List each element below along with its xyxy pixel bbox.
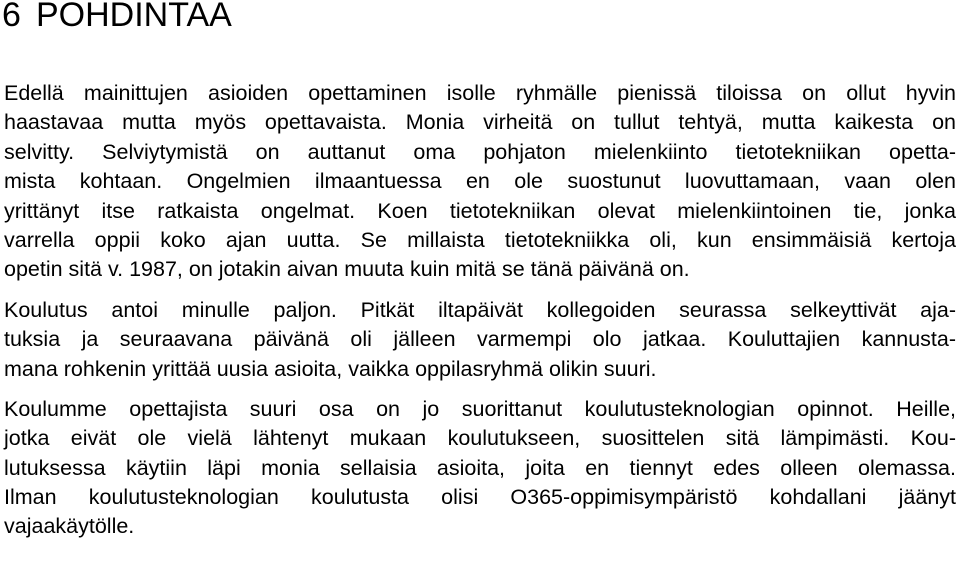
- section-heading: [2, 0, 232, 36]
- text-line: varrella oppii koko ajan uutta. Se millaista tietotekniikka oli, kun ensimmäisiä kertoja: [4, 227, 956, 252]
- text-line: jotka eivät ole vielä lähtenyt mukaan koulutukseen, suosittelen sitä lämpimästi. Kou-: [4, 426, 956, 451]
- section-title: POHDINTAA: [36, 0, 232, 34]
- text-line: lutuksessa käytiin läpi monia sellaisia asioita, joita en tiennyt edes olleen olemassa.: [4, 455, 956, 480]
- text-line: mista kohtaan. Ongelmien ilmaantuessa en ole suostunut luovuttamaan, vaan olen: [4, 169, 956, 194]
- text-line: opetin sitä v. 1987, on jotakin aivan muuta kuin mitä se tänä päivänä on.: [4, 257, 690, 282]
- text-line: tuksia ja seuraavana päivänä oli jälleen varmempi olo jatkaa. Kouluttajien kannusta-: [4, 327, 956, 352]
- paragraph-2: [4, 296, 956, 384]
- text-line: mana rohkenin yrittää uusia asioita, vaikka oppilasryhmä olikin suuri.: [4, 356, 657, 381]
- text-line: vajaakäytölle.: [4, 514, 135, 539]
- text-line: Koulutus antoi minulle paljon. Pitkät iltapäivät kollegoiden seurassa selkeyttivät aja-: [4, 297, 956, 322]
- text-line: Ilman koulutusteknologian koulutusta olisi O365-oppimisympäristö kohdallani jäänyt: [4, 485, 956, 510]
- text-line: selvitty. Selviytymistä on auttanut oma pohjaton mielenkiinto tietotekniikan opetta-: [4, 139, 956, 164]
- paragraph-1: [4, 79, 956, 285]
- text-line: haastavaa mutta myös opettavaista. Monia virheitä on tullut tehtyä, mutta kaikesta on: [4, 110, 956, 135]
- paragraph-3: [4, 395, 956, 542]
- text-line: Koulumme opettajista suuri osa on jo suorittanut koulutusteknologian opinnot. Heille,: [4, 396, 956, 421]
- text-line: yrittänyt itse ratkaista ongelmat. Koen tietotekniikan olevat mielenkiintoinen tie, jonka: [4, 198, 956, 223]
- section-number: 6: [2, 0, 21, 34]
- body-text: [4, 79, 956, 553]
- text-line: Edellä mainittujen asioiden opettaminen isolle ryhmälle pienissä tiloissa on ollut hyvin: [4, 81, 956, 105]
